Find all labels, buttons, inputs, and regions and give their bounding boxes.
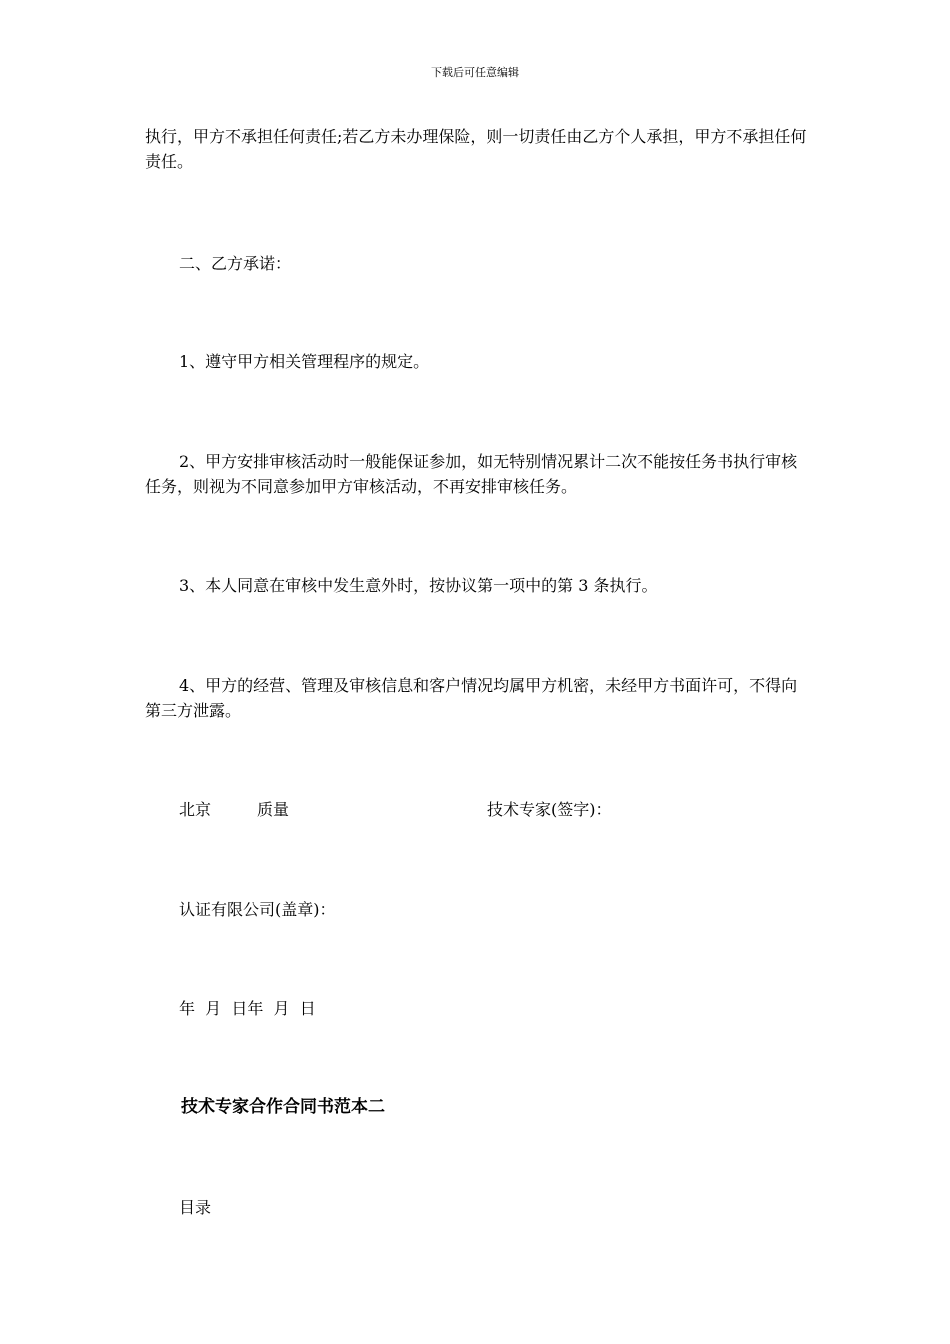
date-line: 年 月 日年 月 日 <box>179 999 316 1018</box>
section-heading-party-b-commitments: 二、乙方承诺： <box>179 254 292 273</box>
signature-row <box>145 797 807 822</box>
paragraph-item-3: 3、本人同意在审核中发生意外时，按协议第一项中的第 3 条执行。 <box>179 576 658 595</box>
section-title: 技术专家合作合同书范本二 <box>181 1097 385 1117</box>
paragraph-item-2: 2、甲方安排审核活动时一般能保证参加，如无特别情况累计二次不能按任务书执行审核任务，则视为不同意参加甲方审核活动，不再安排审核任务。 <box>145 452 798 496</box>
party-a-name: 质量 <box>257 800 290 819</box>
party-b-signature-label: 技术专家(签字)： <box>487 800 612 819</box>
page-header: 下载后可任意编辑 <box>431 66 519 79</box>
date-row <box>145 996 807 1021</box>
company-seal-row <box>145 897 807 922</box>
toc-row <box>145 1195 807 1220</box>
party-a-city: 北京 <box>179 800 212 819</box>
paragraph-liability: 执行，甲方不承担任何责任;若乙方未办理保险，则一切责任由乙方个人承担，甲方不承担任何责任。 <box>145 127 807 171</box>
paragraph-item-4: 4、甲方的经营、管理及审核信息和客户情况均属甲方机密，未经甲方书面许可，不得向第三方泄露。 <box>145 676 798 720</box>
paragraph-item-1: 1、遵守甲方相关管理程序的规定。 <box>179 352 430 371</box>
company-seal-label: 认证有限公司(盖章)： <box>179 900 336 919</box>
toc-label: 目录 <box>179 1198 212 1217</box>
